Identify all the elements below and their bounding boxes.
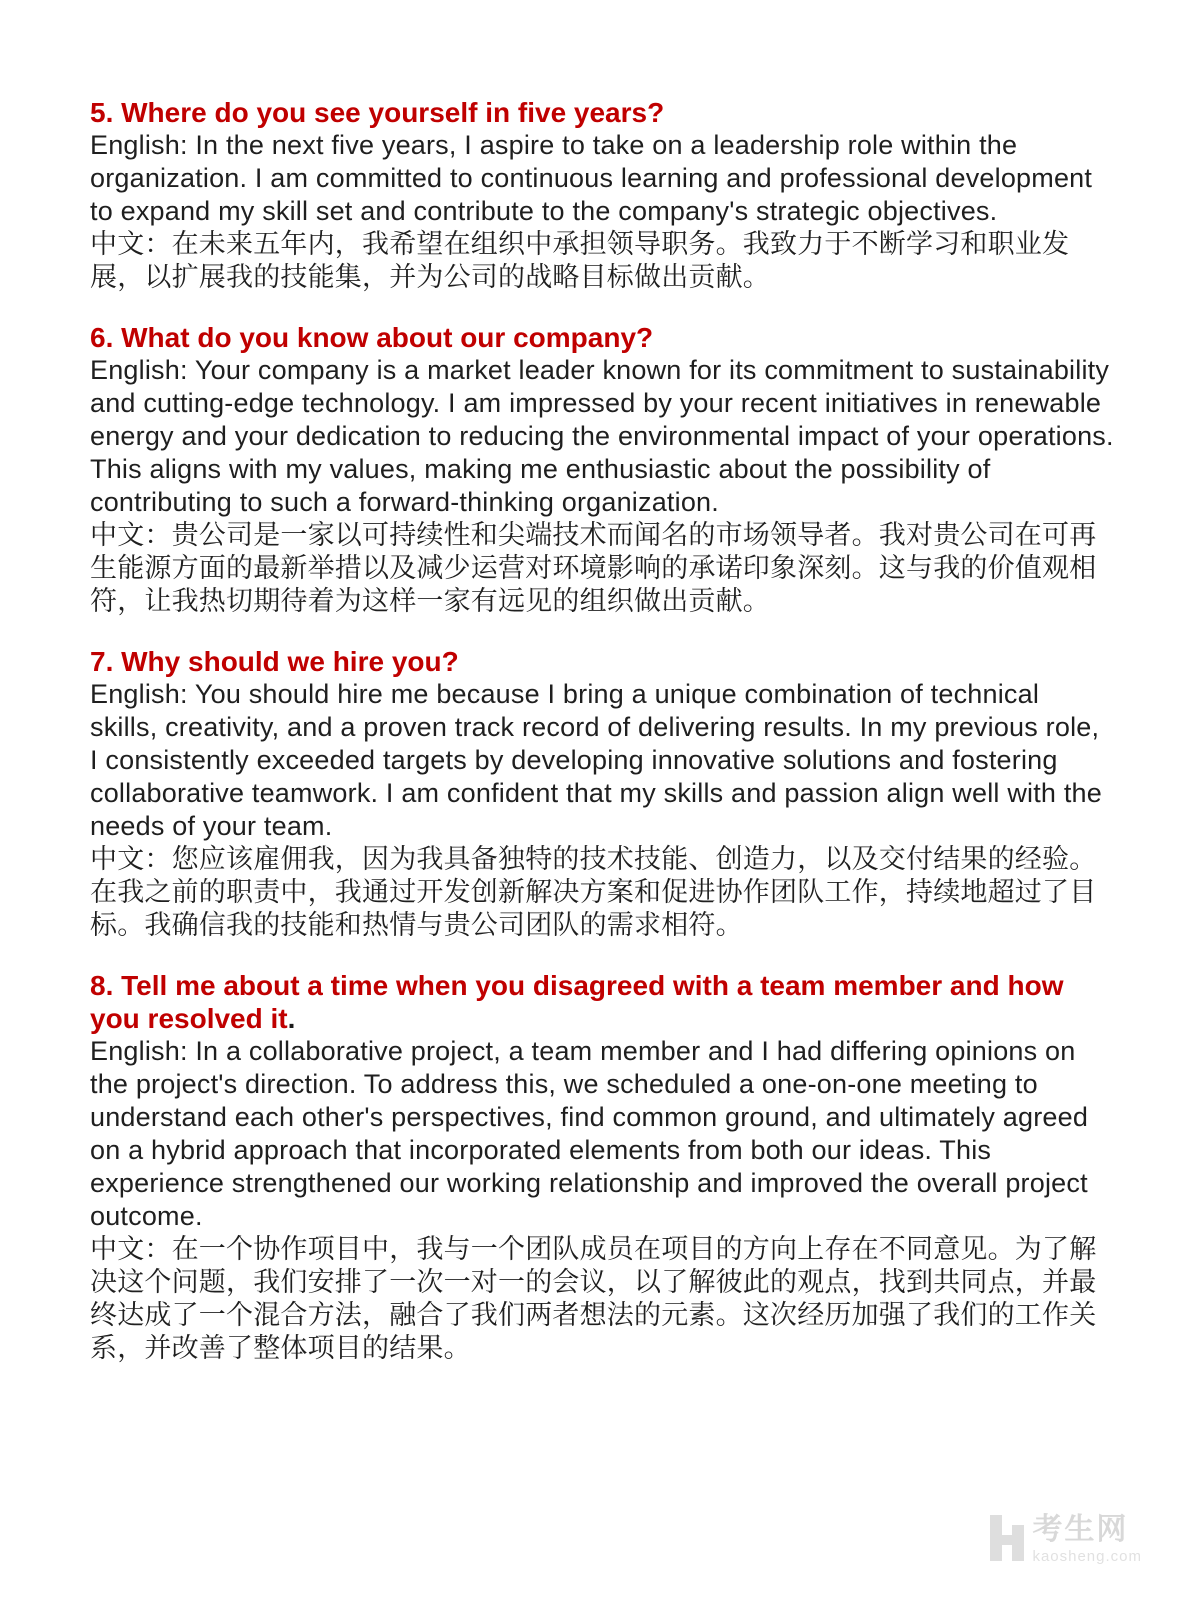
english-answer: English: Your company is a market leader known for its commitment to sustainability and cutting-edge technology. I am impressed by your recent initiatives in renewable energy and your dedication to reducing the environmental impact of your operations. This aligns with my values, making me enthusiastic about the possibility of contributing to such a forward-thinking organization. bbox=[90, 355, 1114, 517]
english-answer: English: In a collaborative project, a team member and I had differing opinions on the project's direction. To address this, we scheduled a one-on-one meeting to understand each other's perspectives, find common ground, and ultimately agreed on a hybrid approach that incorporated elements from both our ideas. This experience strengthened our working relationship and improved the overall project outcome. bbox=[90, 1036, 1089, 1231]
qa-section-6 bbox=[90, 321, 1114, 618]
question-heading bbox=[90, 96, 1114, 129]
watermark-site-name: 考生网 bbox=[1032, 1513, 1129, 1546]
qa-section-7 bbox=[90, 645, 1114, 942]
watermark bbox=[990, 1515, 1142, 1564]
chinese-answer: 中文：在一个协作项目中，我与一个团队成员在项目的方向上存在不同意见。为了解决这个问题，我们安排了一次一对一的会议，以了解彼此的观点，找到共同点，并最终达成了一个混合方法，融合了我们两者想法的元素。这次经历加强了我们的工作关系，并改善了整体项目的结果。 bbox=[90, 1234, 1097, 1363]
question-heading-text: 8. Tell me about a time when you disagreed with a team member and how you resolved it bbox=[90, 970, 1064, 1034]
chinese-answer: 中文：您应该雇佣我，因为我具备独特的技术技能、创造力，以及交付结果的经验。在我之前的职责中，我通过开发创新解决方案和促进协作团队工作，持续地超过了目标。我确信我的技能和热情与贵公司团队的需求相符。 bbox=[90, 844, 1097, 940]
watermark-site-domain: kaosheng.com bbox=[1032, 1548, 1142, 1565]
watermark-logo-icon bbox=[990, 1515, 1024, 1561]
chinese-answer: 中文：贵公司是一家以可持续性和尖端技术而闻名的市场领导者。我对贵公司在可再生能源方面的最新举措以及减少运营对环境影响的承诺印象深刻。这与我的价值观相符，让我热切期待着为这样一家有远见的组织做出贡献。 bbox=[90, 520, 1097, 616]
question-heading bbox=[90, 969, 1114, 1035]
qa-section-5 bbox=[90, 96, 1114, 294]
english-answer: English: You should hire me because I bring a unique combination of technical skills, creativity, and a proven track record of delivering results. In my previous role, I consistently exceeded targets by developing innovative solutions and fostering collaborative teamwork. I am confident that my skills and passion align well with the needs of your team. bbox=[90, 679, 1102, 841]
question-heading-text: 6. What do you know about our company? bbox=[90, 322, 654, 353]
question-heading bbox=[90, 645, 1114, 678]
chinese-answer: 中文：在未来五年内，我希望在组织中承担领导职务。我致力于不断学习和职业发展，以扩展我的技能集，并为公司的战略目标做出贡献。 bbox=[90, 229, 1070, 292]
question-heading-text: 7. Why should we hire you? bbox=[90, 646, 459, 677]
question-heading-text: 5. Where do you see yourself in five years? bbox=[90, 97, 665, 128]
english-answer: English: In the next five years, I aspire to take on a leadership role within the organization. I am committed to continuous learning and professional development to expand my skill set and contribute to the company's strategic objectives. bbox=[90, 130, 1093, 226]
question-heading-period: . bbox=[287, 1003, 296, 1034]
qa-section-8 bbox=[90, 969, 1114, 1365]
watermark-text bbox=[1032, 1515, 1142, 1564]
watermark-logo-bar bbox=[1012, 1525, 1024, 1561]
question-heading bbox=[90, 321, 1114, 354]
